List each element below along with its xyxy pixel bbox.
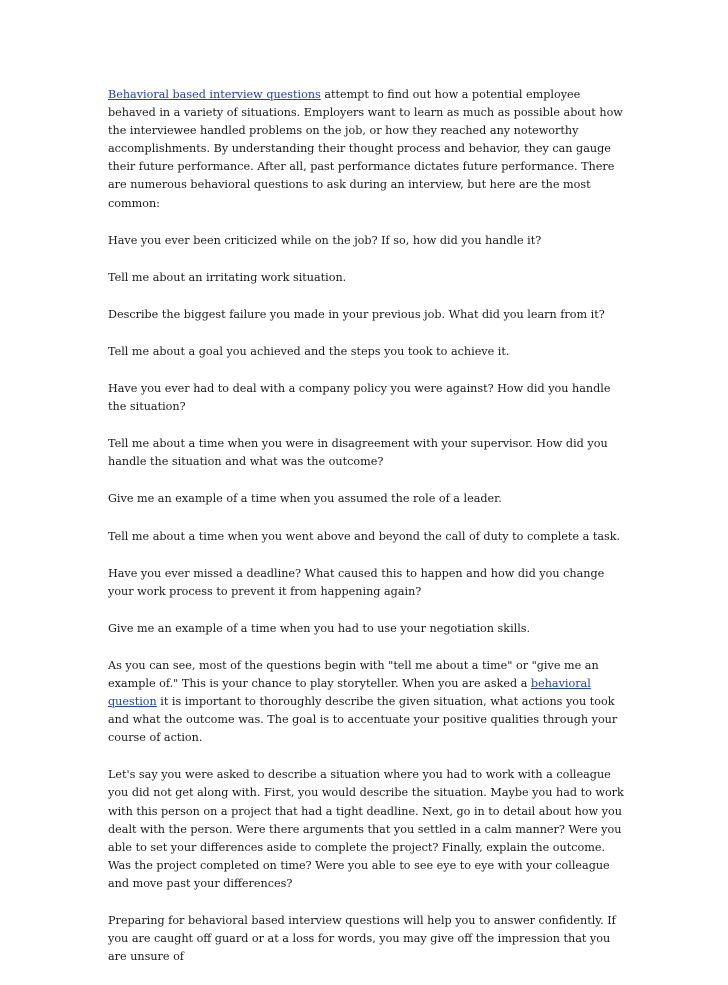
storyteller-text-before: As you can see, most of the questions begin with "tell me about a time" or "give me an example of." This is your chance to play storyteller. When you are asked a [108,658,599,690]
intro-paragraph [108,86,628,213]
question-paragraph: Tell me about a goal you achieved and the steps you took to achieve it. [108,344,510,358]
behavioral-questions-link[interactable]: Behavioral based interview questions [108,88,321,101]
storyteller-text-after: it is important to thoroughly describe the given situation, what actions you took and what the outcome was. The goal is to accentuate your positive qualities through your course of action. [108,695,618,745]
question-paragraph: Describe the biggest failure you made in your previous job. What did you learn from it? [108,307,605,321]
question-paragraph: Give me an example of a time when you had to use your negotiation skills. [108,621,531,635]
question-paragraph: Tell me about a time when you were in disagreement with your supervisor. How did you handle the situation and what was the outcome? [108,437,608,469]
question-paragraph: Give me an example of a time when you assumed the role of a leader. [108,492,502,506]
question-paragraph: Have you ever missed a deadline? What caused this to happen and how did you change your work process to prevent it from happening again? [108,566,605,598]
document-body [108,86,628,985]
question-paragraph: Have you ever had to deal with a company policy you were against? How did you handle the situation? [108,382,611,414]
example-paragraph: Let's say you were asked to describe a situation where you had to work with a colleague you did not get along with. First, you would describe the situation. Maybe you had to work with this person on a project that had a tight deadline. Next, go in to detail about how you dealt with the person. Were there arguments that you settled in a calm manner? Were you able to set your differences aside to complete the project? Finally, explain the outcome. Was the project completed on time? Were you able to see eye to eye with your colleague and move past your differences? [108,768,624,890]
closing-paragraph: Preparing for behavioral based interview questions will help you to answer confidently. If you are caught off guard or at a loss for words, you may give off the impression that you are unsure of [108,914,616,964]
question-paragraph: Have you ever been criticized while on the job? If so, how did you handle it? [108,233,542,247]
storyteller-paragraph [108,657,628,747]
question-paragraph: Tell me about an irritating work situation. [108,270,347,284]
behavioral-question-link[interactable]: behavioral question [108,676,591,709]
question-paragraph: Tell me about a time when you went above and beyond the call of duty to complete a task. [108,529,621,543]
intro-text: attempt to find out how a potential employee behaved in a variety of situations. Employers want to learn as much as possible about how the interviewee handled problems on the job, or how they reached any noteworthy accomplishments. By understanding their thought process and behavior, they can gauge their future performance. After all, past performance dictates future performance. There are numerous behavioral questions to ask during an interview, but here are the most common: [108,88,623,210]
